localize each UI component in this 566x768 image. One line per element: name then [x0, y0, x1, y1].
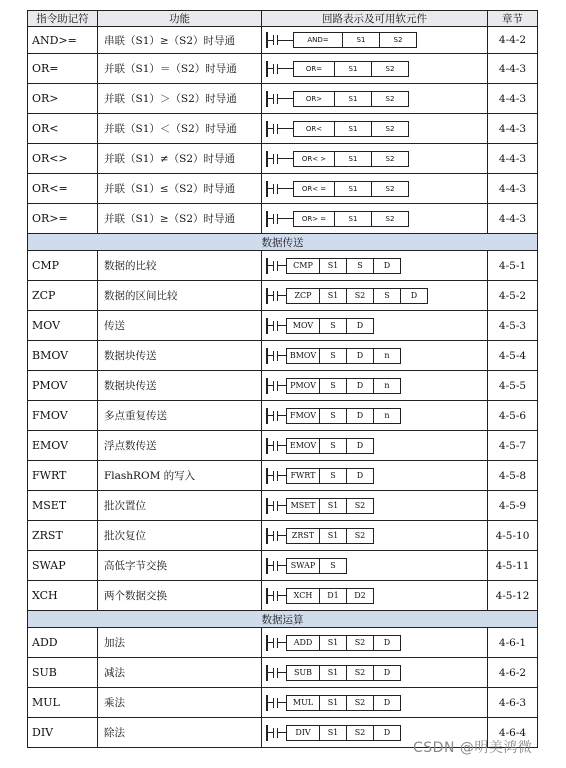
operand-cell: S1 [319, 636, 346, 650]
cell-function: 浮点数传送 [98, 431, 262, 461]
instruction-name: MOV [292, 321, 314, 330]
table-row [28, 688, 538, 718]
ladder-diagram [266, 32, 417, 48]
table-row [28, 144, 538, 174]
instruction-box [293, 151, 409, 167]
wire-line [278, 415, 286, 416]
instruction-name: DIV [295, 728, 311, 737]
cell-chapter: 4-5-11 [488, 551, 538, 581]
ladder-diagram [266, 318, 374, 334]
instruction-box [293, 61, 409, 77]
cell-mnemonic: XCH [28, 581, 98, 611]
operand-cell: S1 [334, 62, 371, 76]
cell-circuit [262, 251, 488, 281]
cell-circuit [262, 551, 488, 581]
instruction-name: OR> = [301, 214, 327, 223]
ladder-diagram [266, 181, 409, 197]
instruction-box [286, 725, 401, 741]
operand-cell: S1 [334, 152, 371, 166]
operand-cell: D [373, 666, 400, 680]
instruction-name: XCH [293, 591, 313, 600]
operand-cell: S2 [371, 92, 408, 106]
cell-chapter: 4-5-5 [488, 371, 538, 401]
cell-function: 批次复位 [98, 521, 262, 551]
instruction-name: ZCP [294, 291, 312, 300]
instruction-box [286, 468, 374, 484]
instruction-box [293, 121, 409, 137]
cell-function: 串联（S1）≥（S2）时导通 [98, 27, 262, 54]
operand-cell: S [346, 259, 373, 273]
cell-mnemonic: SWAP [28, 551, 98, 581]
cell-circuit [262, 461, 488, 491]
operand-cell: S [319, 319, 346, 333]
operand-cell: S1 [334, 92, 371, 106]
operand-cell: S2 [371, 182, 408, 196]
cell-function: 数据的区间比较 [98, 281, 262, 311]
operand-cell: S [319, 469, 346, 483]
instruction-name: AND= [307, 36, 329, 44]
wire-line [278, 158, 293, 159]
operand-cell: D [400, 289, 427, 303]
operand-cell: S2 [346, 636, 373, 650]
instruction-name: FMOV [290, 411, 316, 420]
ladder-diagram [266, 468, 374, 484]
instruction-box [286, 258, 401, 274]
cell-chapter: 4-4-3 [488, 114, 538, 144]
table-row [28, 581, 538, 611]
cell-circuit [262, 204, 488, 234]
section-title: 数据运算 [28, 611, 538, 628]
instruction-name: PMOV [290, 381, 316, 390]
operand-cell: S1 [319, 259, 346, 273]
cell-chapter: 4-5-12 [488, 581, 538, 611]
wire-line [278, 128, 293, 129]
cell-mnemonic: ZRST [28, 521, 98, 551]
instruction-box [293, 91, 409, 107]
cell-circuit [262, 281, 488, 311]
cell-mnemonic: ZCP [28, 281, 98, 311]
cell-chapter: 4-4-3 [488, 204, 538, 234]
table-row [28, 491, 538, 521]
cell-circuit [262, 114, 488, 144]
wire-line [278, 445, 286, 446]
ladder-diagram [266, 151, 409, 167]
cell-circuit [262, 174, 488, 204]
operand-cell: n [373, 379, 400, 393]
cell-chapter: 4-5-2 [488, 281, 538, 311]
cell-circuit [262, 628, 488, 658]
cell-mnemonic: OR<> [28, 144, 98, 174]
instruction-box [293, 181, 409, 197]
cell-mnemonic: CMP [28, 251, 98, 281]
operand-cell: S1 [342, 33, 379, 47]
instruction-name: ADD [293, 638, 313, 647]
ladder-diagram [266, 558, 347, 574]
header-circuit: 回路表示及可用软元件 [262, 11, 488, 27]
cell-mnemonic: FWRT [28, 461, 98, 491]
ladder-diagram [266, 438, 374, 454]
operand-cell: D [346, 409, 373, 423]
table-row [28, 658, 538, 688]
instruction-name: OR= [305, 64, 323, 73]
cell-circuit [262, 371, 488, 401]
table-row [28, 54, 538, 84]
cell-circuit [262, 84, 488, 114]
wire-line [278, 732, 286, 733]
operand-cell: D1 [319, 589, 346, 603]
wire-line [278, 40, 293, 41]
cell-function: 并联（S1）＞（S2）时导通 [98, 84, 262, 114]
table-row [28, 27, 538, 54]
cell-chapter: 4-5-8 [488, 461, 538, 491]
ladder-diagram [266, 288, 428, 304]
cell-function: 并联（S1）＝（S2）时导通 [98, 54, 262, 84]
operand-cell: S2 [346, 696, 373, 710]
instruction-name: EMOV [289, 441, 317, 450]
instruction-box [286, 318, 374, 334]
cell-function: 传送 [98, 311, 262, 341]
instruction-box [286, 695, 401, 711]
cell-chapter: 4-6-3 [488, 688, 538, 718]
cell-mnemonic: OR< [28, 114, 98, 144]
ladder-diagram [266, 588, 374, 604]
instruction-box [293, 32, 417, 48]
instruction-name: FWRT [290, 471, 316, 480]
instruction-box [286, 588, 374, 604]
instruction-box [286, 288, 428, 304]
table-header-row [28, 11, 538, 27]
instruction-box [286, 558, 347, 574]
section-row [28, 234, 538, 251]
cell-function: 并联（S1）≠（S2）时导通 [98, 144, 262, 174]
wire-line [278, 295, 286, 296]
cell-circuit [262, 311, 488, 341]
cell-circuit [262, 54, 488, 84]
ladder-diagram [266, 61, 409, 77]
wire-line [278, 565, 286, 566]
ladder-diagram [266, 725, 401, 741]
cell-circuit [262, 341, 488, 371]
operand-cell: S [319, 559, 346, 573]
instruction-name: MSET [290, 501, 316, 510]
cell-function: 两个数据交换 [98, 581, 262, 611]
table-row [28, 341, 538, 371]
instruction-name: OR< > [301, 154, 327, 163]
operand-cell: S2 [379, 33, 416, 47]
cell-circuit [262, 144, 488, 174]
cell-function: 多点重复传送 [98, 401, 262, 431]
operand-cell: S2 [371, 62, 408, 76]
instruction-box [286, 528, 374, 544]
operand-cell: S1 [319, 726, 346, 740]
table-row [28, 204, 538, 234]
cell-circuit [262, 658, 488, 688]
operand-cell: S1 [334, 182, 371, 196]
operand-cell: S1 [319, 696, 346, 710]
cell-chapter: 4-4-2 [488, 27, 538, 54]
operand-cell: S2 [346, 499, 373, 513]
cell-mnemonic: OR>= [28, 204, 98, 234]
wire-line [278, 475, 286, 476]
cell-mnemonic: MOV [28, 311, 98, 341]
ladder-diagram [266, 348, 401, 364]
cell-function: 乘法 [98, 688, 262, 718]
section-row [28, 611, 538, 628]
ladder-diagram [266, 258, 401, 274]
cell-chapter: 4-4-3 [488, 144, 538, 174]
header-function: 功能 [98, 11, 262, 27]
operand-cell: S1 [334, 212, 371, 226]
operand-cell: S2 [346, 666, 373, 680]
ladder-diagram [266, 91, 409, 107]
operand-cell: S [319, 439, 346, 453]
operand-cell: D [346, 469, 373, 483]
table-row [28, 84, 538, 114]
cell-circuit [262, 401, 488, 431]
wire-line [278, 595, 286, 596]
cell-function: 并联（S1）≥（S2）时导通 [98, 204, 262, 234]
cell-mnemonic: OR> [28, 84, 98, 114]
operand-cell: S2 [371, 122, 408, 136]
cell-circuit [262, 688, 488, 718]
ladder-diagram [266, 408, 401, 424]
cell-chapter: 4-4-3 [488, 84, 538, 114]
instruction-box [286, 438, 374, 454]
cell-chapter: 4-6-1 [488, 628, 538, 658]
instruction-box [286, 348, 401, 364]
wire-line [278, 355, 286, 356]
cell-mnemonic: BMOV [28, 341, 98, 371]
operand-cell: S2 [371, 152, 408, 166]
cell-function: 并联（S1）＜（S2）时导通 [98, 114, 262, 144]
cell-chapter: 4-5-10 [488, 521, 538, 551]
wire-line [278, 188, 293, 189]
table-row [28, 461, 538, 491]
cell-function: 并联（S1）≤（S2）时导通 [98, 174, 262, 204]
cell-function: 数据块传送 [98, 341, 262, 371]
wire-line [278, 68, 293, 69]
table-row [28, 251, 538, 281]
instruction-name: ZRST [291, 531, 315, 540]
cell-chapter: 4-5-1 [488, 251, 538, 281]
wire-line [278, 535, 286, 536]
cell-circuit [262, 521, 488, 551]
cell-chapter: 4-6-4 [488, 718, 538, 748]
operand-cell: S [319, 409, 346, 423]
operand-cell: S1 [319, 499, 346, 513]
cell-mnemonic: OR= [28, 54, 98, 84]
wire-line [278, 325, 286, 326]
cell-mnemonic: ADD [28, 628, 98, 658]
cell-mnemonic: DIV [28, 718, 98, 748]
cell-chapter: 4-6-2 [488, 658, 538, 688]
cell-function: 减法 [98, 658, 262, 688]
operand-cell: D [346, 379, 373, 393]
table-row [28, 281, 538, 311]
cell-mnemonic: OR<= [28, 174, 98, 204]
header-chapter: 章节 [488, 11, 538, 27]
cell-circuit [262, 27, 488, 54]
cell-function: FlashROM 的写入 [98, 461, 262, 491]
instruction-box [286, 635, 401, 651]
ladder-diagram [266, 635, 401, 651]
ladder-diagram [266, 695, 401, 711]
cell-mnemonic: SUB [28, 658, 98, 688]
instruction-table-page [27, 10, 537, 748]
instruction-box [286, 665, 401, 681]
ladder-diagram [266, 121, 409, 137]
cell-mnemonic: EMOV [28, 431, 98, 461]
instruction-name: SUB [293, 668, 313, 677]
instruction-name: SWAP [290, 561, 316, 570]
operand-cell: D [373, 696, 400, 710]
instruction-box [286, 378, 401, 394]
operand-cell: n [373, 409, 400, 423]
wire-line [278, 385, 286, 386]
ladder-diagram [266, 211, 409, 227]
operand-cell: S1 [319, 666, 346, 680]
operand-cell: D [346, 439, 373, 453]
instruction-box [293, 211, 409, 227]
cell-function: 批次置位 [98, 491, 262, 521]
ladder-diagram [266, 378, 401, 394]
operand-cell: S2 [346, 289, 373, 303]
cell-chapter: 4-4-3 [488, 174, 538, 204]
table-row [28, 114, 538, 144]
ladder-diagram [266, 528, 374, 544]
operand-cell: D [346, 319, 373, 333]
operand-cell: S [373, 289, 400, 303]
cell-mnemonic: PMOV [28, 371, 98, 401]
ladder-diagram [266, 665, 401, 681]
wire-line [278, 702, 286, 703]
operand-cell: D2 [346, 589, 373, 603]
operand-cell: S2 [346, 529, 373, 543]
operand-cell: D [373, 726, 400, 740]
cell-mnemonic: FMOV [28, 401, 98, 431]
operand-cell: S [319, 349, 346, 363]
cell-chapter: 4-5-7 [488, 431, 538, 461]
table-row [28, 431, 538, 461]
wire-line [278, 218, 293, 219]
cell-chapter: 4-5-3 [488, 311, 538, 341]
ladder-diagram [266, 498, 374, 514]
cell-chapter: 4-5-4 [488, 341, 538, 371]
wire-line [278, 505, 286, 506]
section-title: 数据传送 [28, 234, 538, 251]
instruction-name: OR< [305, 124, 323, 133]
operand-cell: n [373, 349, 400, 363]
instruction-name: CMP [293, 261, 313, 270]
cell-circuit [262, 491, 488, 521]
table-row [28, 628, 538, 658]
instruction-name: BMOV [289, 351, 317, 360]
wire-line [278, 642, 286, 643]
operand-cell: D [373, 259, 400, 273]
operand-cell: D [346, 349, 373, 363]
wire-line [278, 672, 286, 673]
cell-chapter: 4-5-6 [488, 401, 538, 431]
cell-function: 除法 [98, 718, 262, 748]
table-row [28, 551, 538, 581]
watermark: CSDN @明美鸿微 [413, 740, 533, 756]
instruction-box [286, 408, 401, 424]
cell-function: 加法 [98, 628, 262, 658]
wire-line [278, 98, 293, 99]
cell-chapter: 4-5-9 [488, 491, 538, 521]
cell-function: 数据的比较 [98, 251, 262, 281]
cell-mnemonic: MUL [28, 688, 98, 718]
instruction-name: OR< = [301, 184, 327, 193]
table-row [28, 174, 538, 204]
operand-cell: D [373, 636, 400, 650]
operand-cell: S [319, 379, 346, 393]
instruction-table [27, 10, 538, 748]
cell-chapter: 4-4-3 [488, 54, 538, 84]
operand-cell: S1 [319, 529, 346, 543]
instruction-name: MUL [292, 698, 314, 707]
operand-cell: S1 [319, 289, 346, 303]
operand-cell: S2 [371, 212, 408, 226]
operand-cell: S1 [334, 122, 371, 136]
header-mnemonic: 指令助记符 [28, 11, 98, 27]
table-row [28, 371, 538, 401]
operand-cell: S2 [346, 726, 373, 740]
cell-function: 数据块传送 [98, 371, 262, 401]
cell-circuit [262, 431, 488, 461]
cell-mnemonic: AND>= [28, 27, 98, 54]
table-row [28, 401, 538, 431]
cell-circuit [262, 581, 488, 611]
instruction-box [286, 498, 374, 514]
table-row [28, 521, 538, 551]
instruction-name: OR> [305, 94, 323, 103]
table-body [28, 27, 538, 748]
cell-function: 高低字节交换 [98, 551, 262, 581]
cell-mnemonic: MSET [28, 491, 98, 521]
table-row [28, 311, 538, 341]
wire-line [278, 265, 286, 266]
